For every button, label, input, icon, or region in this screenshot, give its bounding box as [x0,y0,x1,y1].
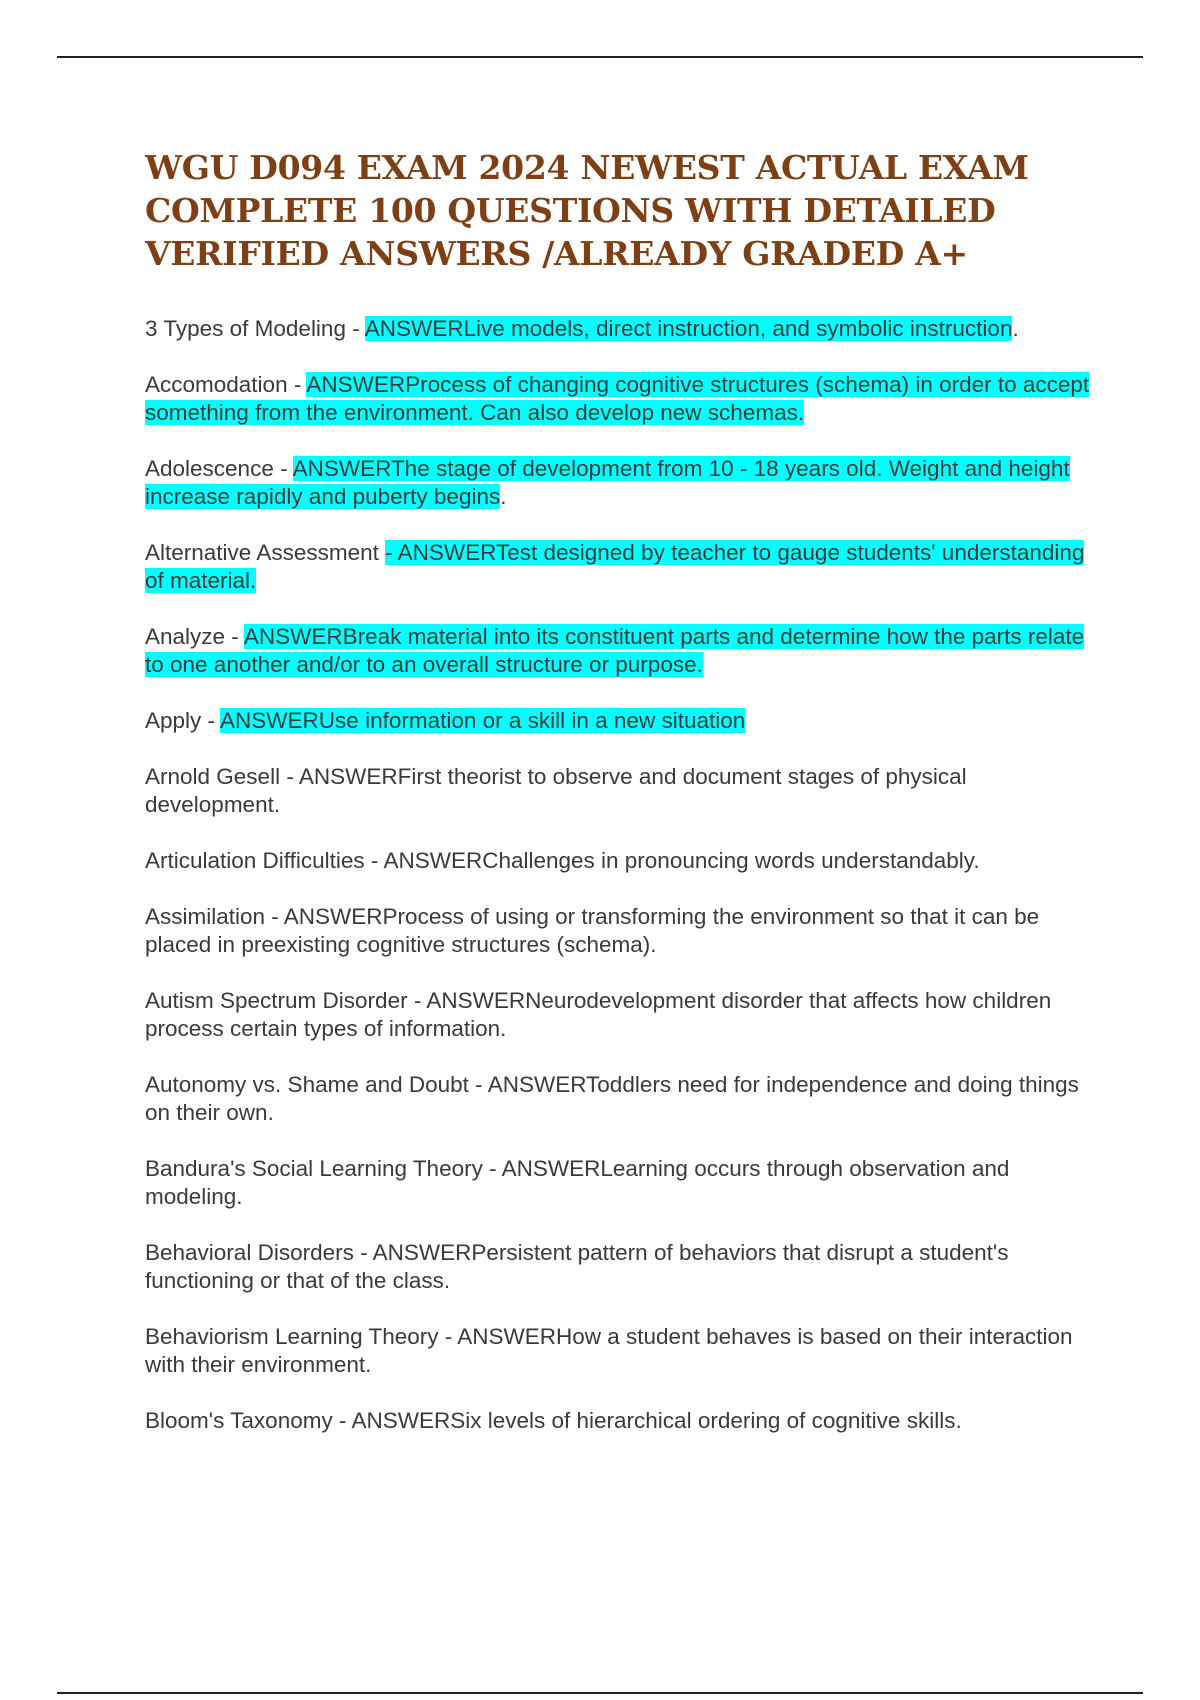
entry-answer: ANSWERNeurodevelopment disorder that affects how children process certain types of information. [145,988,1052,1041]
bottom-divider [57,1692,1143,1694]
entry-answer: ANSWERLearning occurs through observation and modeling. [145,1156,1010,1209]
entry-answer: ANSWERChallenges in pronouncing words understandably. [383,848,980,873]
document-title: WGU D094 EXAM 2024 NEWEST ACTUAL EXAM COMPLETE 100 QUESTIONS WITH DETAILED VERIFIED ANSWERS /ALREADY GRADED A+ [145,148,1029,273]
list-item [145,763,1095,819]
entry-term: Accomodation - [145,372,307,397]
top-divider [57,56,1143,58]
list-item [145,1155,1095,1211]
list-item [145,623,1095,679]
list-item [145,539,1095,595]
entry-list [145,315,1095,1435]
entry-answer: ANSWERUse information or a skill in a new situation [220,708,746,733]
list-item [145,1239,1095,1295]
entry-term: Behavioral Disorders - [145,1240,373,1265]
entry-term: Bloom's Taxonomy - [145,1408,352,1433]
entry-answer: ANSWERToddlers need for independence and doing things on their own. [145,1072,1079,1125]
entry-tail: . [1012,316,1019,341]
entry-answer: ANSWERThe stage of development from 10 - 18 years old. Weight and height increase rapidly and puberty begins [145,456,1070,509]
list-item [145,847,1095,875]
entry-term: Apply - [145,708,221,733]
list-item [145,987,1095,1043]
entry-answer: ANSWERSix levels of hierarchical ordering of cognitive skills. [351,1408,962,1433]
entry-term: Analyze - [145,624,244,649]
entry-term: Autonomy vs. Shame and Doubt - [145,1072,488,1097]
list-item [145,1323,1095,1379]
entry-term: Behaviorism Learning Theory - [145,1324,458,1349]
list-item [145,455,1095,511]
entry-answer: - ANSWERTest designed by teacher to gauge students' understanding of material. [145,540,1085,593]
entry-answer: ANSWERProcess of using or transforming the environment so that it can be placed in preexisting cognitive structures (schema). [145,904,1040,957]
entry-answer: ANSWERHow a student behaves is based on their interaction with their environment. [145,1324,1073,1377]
entry-term: Autism Spectrum Disorder - [145,988,427,1013]
entry-answer: ANSWERPersistent pattern of behaviors that disrupt a student's functioning or that of the class. [145,1240,1009,1293]
entry-tail: . [500,484,507,509]
list-item [145,1071,1095,1127]
entry-answer: ANSWERFirst theorist to observe and document stages of physical development. [145,764,967,817]
entry-answer: ANSWERLive models, direct instruction, and symbolic instruction [364,316,1013,341]
list-item [145,1407,1095,1435]
list-item [145,903,1095,959]
list-item [145,707,1095,735]
entry-term: Adolescence - [145,456,293,481]
list-item [145,371,1095,427]
entry-term: Articulation Difficulties - [145,848,384,873]
entry-term: Alternative Assessment [145,540,386,565]
entry-term: Bandura's Social Learning Theory - [145,1156,502,1181]
entry-term: Arnold Gesell - [145,764,299,789]
entry-term: Assimilation - [145,904,284,929]
entry-answer: ANSWERBreak material into its constituent parts and determine how the parts relate to one another and/or to an overall structure or purpose. [145,624,1085,677]
list-item [145,315,1095,343]
entry-answer: ANSWERProcess of changing cognitive structures (schema) in order to accept something from the environment. Can also develop new schemas. [145,372,1090,425]
entry-term: 3 Types of Modeling - [145,316,365,341]
document-body [145,146,1095,1463]
